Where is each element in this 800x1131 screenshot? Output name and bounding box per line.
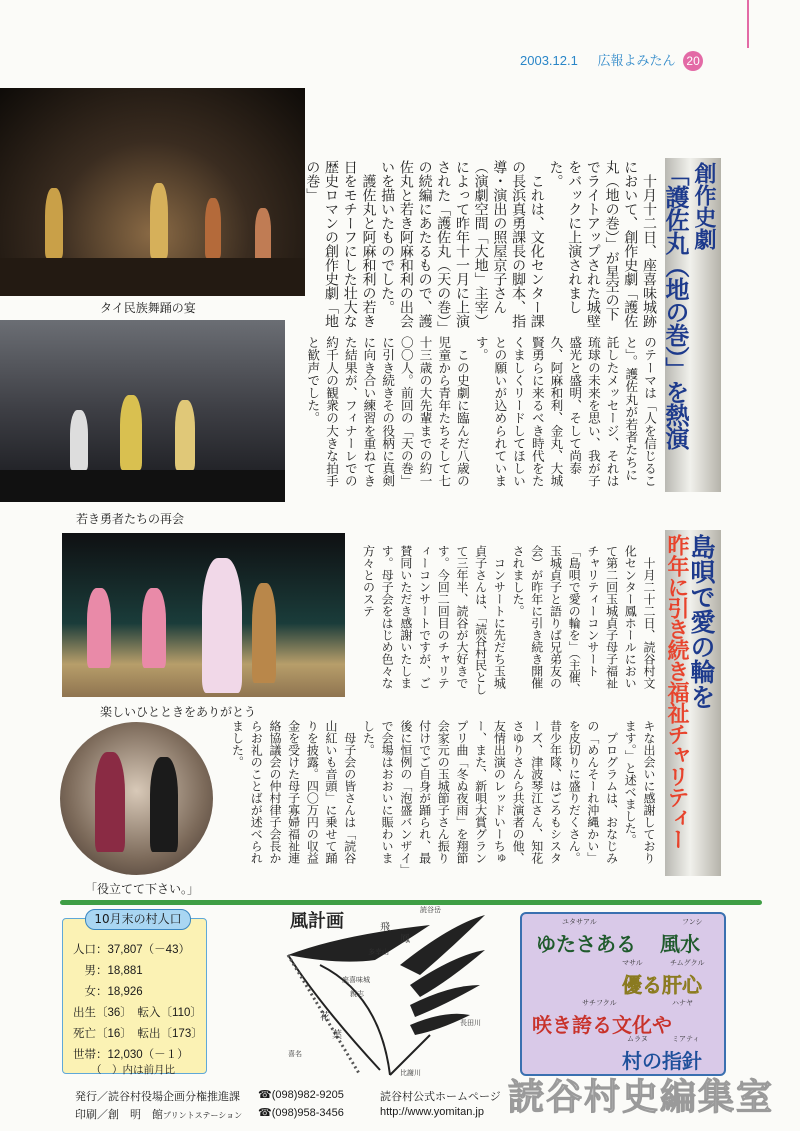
village-motto-box xyxy=(520,912,726,1076)
paragraph: これは、文化センター課の長浜真勇課長の脚本、指導・演出の照屋京子さん（演劇空間「大地」主宰）によって昨年十一月に上演された「護佐丸（天の巻）」の続編にあたるもので、護佐丸と若き阿麻和利の出会いを描いたものでした。 xyxy=(379,160,545,328)
paragraph: コンサートに先だち玉城貞子さんは、「読谷村民として三年半、読谷が大好きです。今回二回目のチャリティーコンサートですが、ご賛同いただき感謝いたします。母子会をはじめ色々な方々とのステ xyxy=(361,545,507,695)
population-title: 10月末の村人口 xyxy=(85,909,191,930)
photo-thai-dance xyxy=(0,88,305,296)
map-label: 座喜味城 xyxy=(342,976,370,984)
article2-body-upper xyxy=(218,545,658,700)
ruby-text: サチフクル xyxy=(582,999,617,1007)
population-male: 男：18,881 xyxy=(73,965,143,977)
paragraph: 十月二十二日、読谷村文化センター鳳ホールにおいて第二回玉城貞子母子福祉チャリティーコンサート「島唄で愛の輪を」（主催、玉城貞子と語りば兄弟友の会）が昨年に引き続き開催されました。 xyxy=(511,545,656,695)
article1-title: 「護佐丸（地の巻）」を熱演 xyxy=(661,162,689,449)
page-edge-line xyxy=(747,0,749,48)
paragraph: のテーマは「人を信じること」。護佐丸が若者たちに託したメッセージ、それは琉球の未来を思い、我が子盛光と盛明、そして尚泰久、阿麻和利、金丸、大城賢勇らに来るべき時代をたくましくリードしてほしいとの願いが込められています。 xyxy=(473,336,657,488)
article1-kicker: 創作史劇 xyxy=(691,162,716,250)
ruby-text: ミアティ xyxy=(672,1035,700,1043)
photo-donation xyxy=(60,722,213,875)
paragraph: 十月十二日、座喜味城跡において、創作史劇「護佐丸（地の巻）」が星空の下でライトアップされた城壁をバックに上演されました。 xyxy=(547,160,657,328)
page-header xyxy=(520,50,703,71)
paragraph: プログラムは、おなじみの「めんそーれ沖縄かい」を皮切りに盛りだくさん。昔少年隊、はごろもシスターズ、津波琴江さん、知花さゆりさんら共演者の他、友情出演のレッドいーちゅー、また、新唄大賞グランプリ曲「冬ぬ夜雨」を翔節会家元の玉城節子さん振り付けでご自身が踊られ、最後に恒例の「泡盛バンザイ」で会場はおおいに賑わいました。 xyxy=(361,720,619,870)
issue-date: 2003.12.1 xyxy=(520,53,578,68)
population-note: （ ）内は前月比 xyxy=(91,1064,175,1076)
ruby-text: マサル xyxy=(622,959,643,967)
map-label: 花 xyxy=(320,1012,330,1023)
ruby-text: フンシ xyxy=(682,918,703,926)
photo-caption: 楽しいひとときをありがとう xyxy=(100,705,257,719)
printer-phone: ☎(098)958-3456 xyxy=(258,1107,344,1119)
map-label: 葉 xyxy=(332,1030,342,1041)
publisher-phone: ☎(098)982-9205 xyxy=(258,1089,344,1101)
printer-subname: プリントステーション xyxy=(163,1111,243,1120)
homepage-label: 読谷村公式ホームページ xyxy=(380,1091,501,1103)
ruby-text: ムラヌ xyxy=(627,1035,648,1043)
photo-caption: 「役立てて下さい。」 xyxy=(85,882,200,896)
map-title: 風計画 xyxy=(290,911,344,932)
population-box xyxy=(62,918,207,1074)
map-label: 喜名 xyxy=(288,1050,302,1058)
paragraph: キな出会いに感謝しております。」と述べました。 xyxy=(623,720,656,864)
photo-caption: 若き勇者たちの再会 xyxy=(76,512,185,526)
watermark: 読谷村史編集室 xyxy=(508,1077,775,1118)
printer xyxy=(75,1106,242,1122)
paragraph: 護佐丸と阿麻和利の若き日をモチーフにした壮大な歴史ロマンの創作史劇「地の巻」 xyxy=(304,160,377,328)
map-label: 比謝川 xyxy=(400,1069,421,1077)
paragraph: この史劇に臨んだ八歳の児童から青年たちそして七十三歳の大先輩までの約一〇〇人。前回の「天の巻」に引き続きその役柄に真剣に向き合い練習を重ねてきた結果が、フィナーレでの約千人の観衆の大きな拍手と歓声でした。 xyxy=(305,336,470,488)
map-label: 長田川 xyxy=(460,1019,481,1027)
article1-title-banner xyxy=(661,158,721,492)
map-label: 鳳 xyxy=(400,934,410,945)
printer-name: 印刷／創 明 館 xyxy=(75,1109,163,1121)
article1-body-lower xyxy=(298,336,658,488)
photo-young-heroes xyxy=(0,320,285,502)
article2-body-lower xyxy=(218,720,658,875)
article2-title: 島唄で愛の輪を xyxy=(687,534,716,709)
motto-line: 村の指針 xyxy=(622,1049,702,1073)
page-number: 20 xyxy=(683,51,703,71)
map-label: 読谷岳 xyxy=(420,906,441,914)
article1-body-upper xyxy=(298,160,658,332)
photo-caption: タイ民族舞踊の宴 xyxy=(100,301,196,315)
publication-name: 広報よみたん xyxy=(597,53,676,68)
motto-line: 咲き誇る文化や xyxy=(532,1013,672,1037)
map-label: 親志 xyxy=(350,990,364,998)
map-label: 多幸山 xyxy=(368,948,389,956)
population-births-movein: 出生〔36〕 転入〔110〕 xyxy=(73,1007,202,1019)
homepage-link[interactable]: http://www.yomitan.jp xyxy=(380,1106,484,1118)
motto-line: 優る肝心 xyxy=(622,973,702,997)
population-deaths-moveout: 死亡〔16〕 転出〔173〕 xyxy=(73,1028,203,1040)
motto-line: ゆたさある xyxy=(536,932,636,956)
map-label: 飛 xyxy=(380,922,390,933)
population-female: 女：18,926 xyxy=(73,986,143,998)
population-total: 人口：37,807（－43） xyxy=(73,944,190,956)
article2-title-banner xyxy=(665,530,721,876)
village-wind-plan-map xyxy=(280,905,495,1080)
ruby-text: チムグクル xyxy=(670,959,705,967)
paragraph: 母子会の皆さんは「読谷山紅いも音頭」に乗せて踊りを披露。四〇万円の収益金を受けた母子寡婦福祉連絡協議会の仲村律子会長からお礼のことばが述べられました。 xyxy=(230,720,357,864)
ruby-text: ハナヤ xyxy=(672,999,693,1007)
article2-subtitle: 昨年に引き続き福祉チャリティー xyxy=(664,534,689,849)
ruby-text: ユタサアル xyxy=(562,918,597,926)
motto-line: 風水 xyxy=(660,932,700,956)
population-households: 世帯：12,030（－１） xyxy=(73,1049,189,1061)
publisher: 発行／読谷村役場企画分権推進課 xyxy=(75,1091,240,1103)
